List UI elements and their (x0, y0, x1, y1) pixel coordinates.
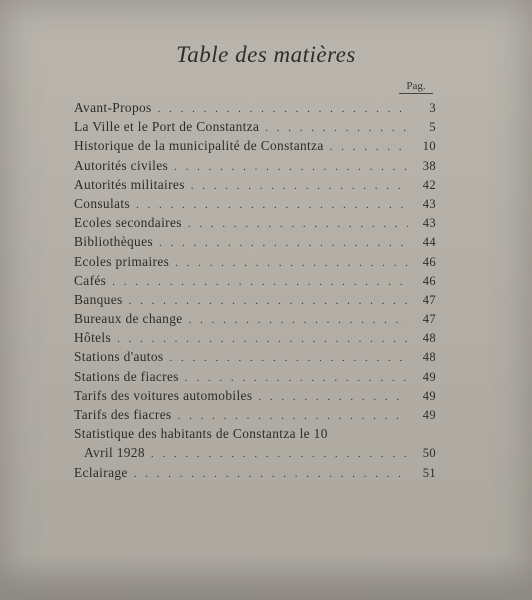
toc-entry-label: Ecoles primaires (74, 253, 170, 269)
toc-entry-label: Avant-Propos (74, 100, 152, 115)
toc-entry (74, 196, 436, 215)
toc-entry-label: Tarifs des fiacres (74, 407, 172, 422)
toc-entry-page: 50 (422, 446, 436, 461)
toc-entry (74, 445, 436, 464)
toc-entry (74, 349, 436, 368)
toc-entry-page: 49 (422, 369, 436, 384)
toc-entry-page: 3 (429, 101, 436, 115)
dot-leader (169, 352, 408, 364)
toc-entry-page: 49 (422, 388, 436, 403)
dot-leader (188, 218, 408, 230)
page-column-header: Pag. (399, 80, 433, 94)
table-of-contents (74, 100, 436, 484)
toc-entry-label: Statistique des habitants de Constantza le 10 (74, 426, 328, 442)
toc-entry-label: Hôtels (74, 330, 112, 346)
dot-leader (117, 333, 408, 345)
toc-entry (74, 177, 436, 196)
toc-entry-page: 49 (422, 408, 436, 422)
dot-leader (151, 448, 408, 460)
toc-entry-page: 46 (422, 273, 436, 288)
dot-leader (129, 295, 408, 307)
toc-entry-label: Stations de fiacres (74, 368, 179, 384)
toc-entry-label: Banques (74, 291, 123, 307)
toc-entry-page: 38 (422, 158, 436, 173)
toc-entry-label: Ecoles secondaires (74, 215, 182, 231)
toc-entry (74, 273, 436, 292)
toc-entry-label: Historique de la municipalité de Constantza (74, 138, 324, 154)
toc-entry-page: 47 (422, 292, 436, 307)
toc-entry-label: La Ville et le Port de Constantza (74, 119, 260, 135)
toc-entry (74, 388, 436, 407)
toc-entry (74, 330, 436, 349)
toc-entry-page: 43 (422, 196, 436, 211)
toc-entry-page: 48 (422, 350, 436, 365)
toc-entry-page: 10 (422, 139, 436, 154)
toc-entry-page: 44 (422, 235, 436, 250)
toc-entry-label: Avril 1928 (84, 445, 145, 461)
toc-entry (74, 369, 436, 388)
dot-leader (185, 372, 408, 384)
toc-entry-label: Cafés (74, 272, 107, 288)
toc-entry-label: Bibliothèques (74, 234, 153, 250)
toc-entry-page: 51 (422, 465, 436, 480)
toc-entry (74, 254, 436, 273)
toc-entry (74, 138, 436, 157)
toc-entry-page: 46 (422, 254, 436, 269)
toc-entry-label: Autorités militaires (74, 176, 185, 192)
dot-leader (159, 237, 408, 249)
dot-leader (191, 180, 408, 192)
toc-entry-label: Tarifs des voitures automobiles (74, 387, 253, 403)
dot-leader (189, 314, 408, 326)
toc-entry-label: Autorités civiles (74, 157, 169, 173)
toc-entry-label: Stations d'autos (74, 349, 164, 365)
dot-leader (158, 103, 408, 115)
dot-leader (258, 391, 408, 403)
toc-entry (74, 311, 436, 330)
toc-entry-page: 43 (422, 216, 436, 231)
toc-entry (74, 426, 436, 445)
toc-entry-label: Eclairage (74, 464, 128, 480)
toc-entry (74, 158, 436, 177)
dot-leader (265, 122, 408, 134)
dot-leader (178, 410, 408, 422)
dot-leader (112, 276, 408, 288)
dot-leader (174, 161, 408, 173)
toc-entry-page: 5 (429, 120, 436, 135)
toc-entry (74, 292, 436, 311)
dot-leader (330, 141, 408, 153)
toc-entry (74, 215, 436, 234)
dot-leader (175, 257, 408, 269)
toc-entry (74, 119, 436, 138)
dot-leader (134, 468, 408, 480)
dot-leader (136, 199, 408, 211)
toc-entry-page: 48 (422, 331, 436, 346)
page-bottom-shadow (0, 556, 532, 600)
toc-entry-label: Bureaux de change (74, 311, 183, 327)
toc-entry (74, 234, 436, 253)
page-title: Table des matières (176, 42, 356, 67)
toc-entry-page: 42 (422, 177, 436, 192)
toc-entry (74, 100, 436, 119)
toc-entry (74, 465, 436, 484)
toc-entry-page: 47 (422, 312, 436, 327)
toc-entry-label: Consulats (74, 195, 130, 211)
toc-entry (74, 407, 436, 426)
